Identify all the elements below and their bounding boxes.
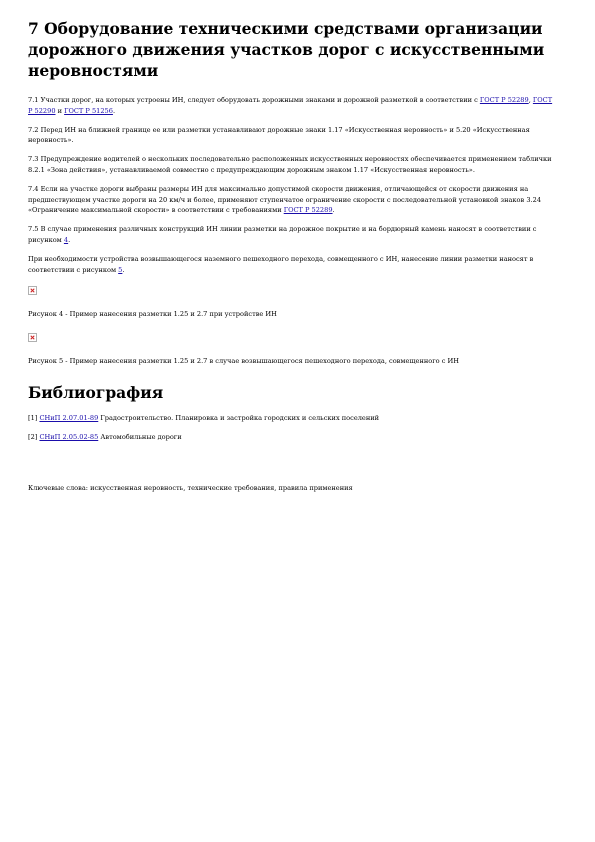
link-snip-2-07-01-89[interactable]: СНиП 2.07.01-89 xyxy=(39,413,99,422)
link-snip-2-05-02-85[interactable]: СНиП 2.05.02-85 xyxy=(39,433,99,441)
link-figure-4[interactable]: 4 xyxy=(63,235,69,244)
broken-image-icon xyxy=(28,286,37,295)
link-gost-52290[interactable]: ГОСТ Р 52290 xyxy=(28,96,553,115)
paragraph-crossing: При необходимости устройства возвышающегося наземного пешеходного перехода, совмещенного с ИН, нанесение линии разметки наносят в соответствии с рисунком 5. xyxy=(28,255,534,274)
link-gost-52289[interactable]: ГОСТ Р 52289 xyxy=(479,96,529,104)
figure-5-caption: Рисунок 5 - Пример нанесения разметки 1.25 и 2.7 в случае возвышающегося пешеходного перехода, совмещенного с ИН xyxy=(28,357,460,366)
bibliography-item: [2] СНиП 2.05.02-85 Автомобильные дороги xyxy=(28,433,182,441)
paragraph-7-3: 7.3 Предупреждение водителей о нескольких последовательно расположенных искусственных неровностях обеспечивается применением таблички 8.2.1 «Зона действия», устанавливаемой совместно с предупреждающим дорожным знаком 1.17 «Искусственная неровность». xyxy=(28,155,552,174)
keywords: Ключевые слова: искусственная неровность, технические требования, правила применения xyxy=(28,483,353,492)
section-title: 7 Оборудование техническими средствами организации дорожного движения участков дорог с искусственными неровностями xyxy=(28,19,545,80)
bibliography-item: [1] СНиП 2.07.01-89 Градостроительство. Планировка и застройка городских и сельских поселений xyxy=(28,413,380,422)
document-page xyxy=(28,18,556,502)
paragraph-7-2: 7.2 Перед ИН на ближней границе ее или разметки устанавливают дорожные знаки 1.17 «Искусственная неровность» и 5.20 «Искусственная неровность». xyxy=(28,125,530,145)
paragraph-7-1: 7.1 Участки дорог, на которых устроены ИН, следует оборудовать дорожными знаками и дорожной разметкой в соответствии с ГОСТ Р 52289, ГОСТ Р 52290 и ГОСТ Р 51256. xyxy=(28,96,553,115)
figure-4-image xyxy=(28,284,556,309)
link-gost-52289-2[interactable]: ГОСТ Р 52289 xyxy=(283,206,333,215)
link-figure-5[interactable]: 5 xyxy=(118,265,123,274)
bibliography-title: Библиография xyxy=(28,382,164,402)
figure-5-image xyxy=(28,331,556,356)
figure-4-caption: Рисунок 4 - Пример нанесения разметки 1.25 и 2.7 при устройстве ИН xyxy=(28,309,277,318)
broken-image-icon xyxy=(28,333,37,342)
paragraph-7-5: 7.5 В случае применения различных конструкций ИН линии разметки на дорожное покрытие и на бордюрный камень наносят в соответствии с рисунком 4. xyxy=(28,225,537,244)
link-gost-51256[interactable]: ГОСТ Р 51256 xyxy=(64,106,113,115)
paragraph-7-4: 7.4 Если на участке дороги выбраны размеры ИН для максимально допустимой скорости движения, отличающейся от скорости движения на предшествующем участке дороги на 20 км/ч и более, применяют ступенчатое ограничение скорости с последовательной установкой знаков 3.24 «Ограничение максимальной скорости» в соответствии с требованиями ГОСТ Р 52289. xyxy=(28,185,542,215)
